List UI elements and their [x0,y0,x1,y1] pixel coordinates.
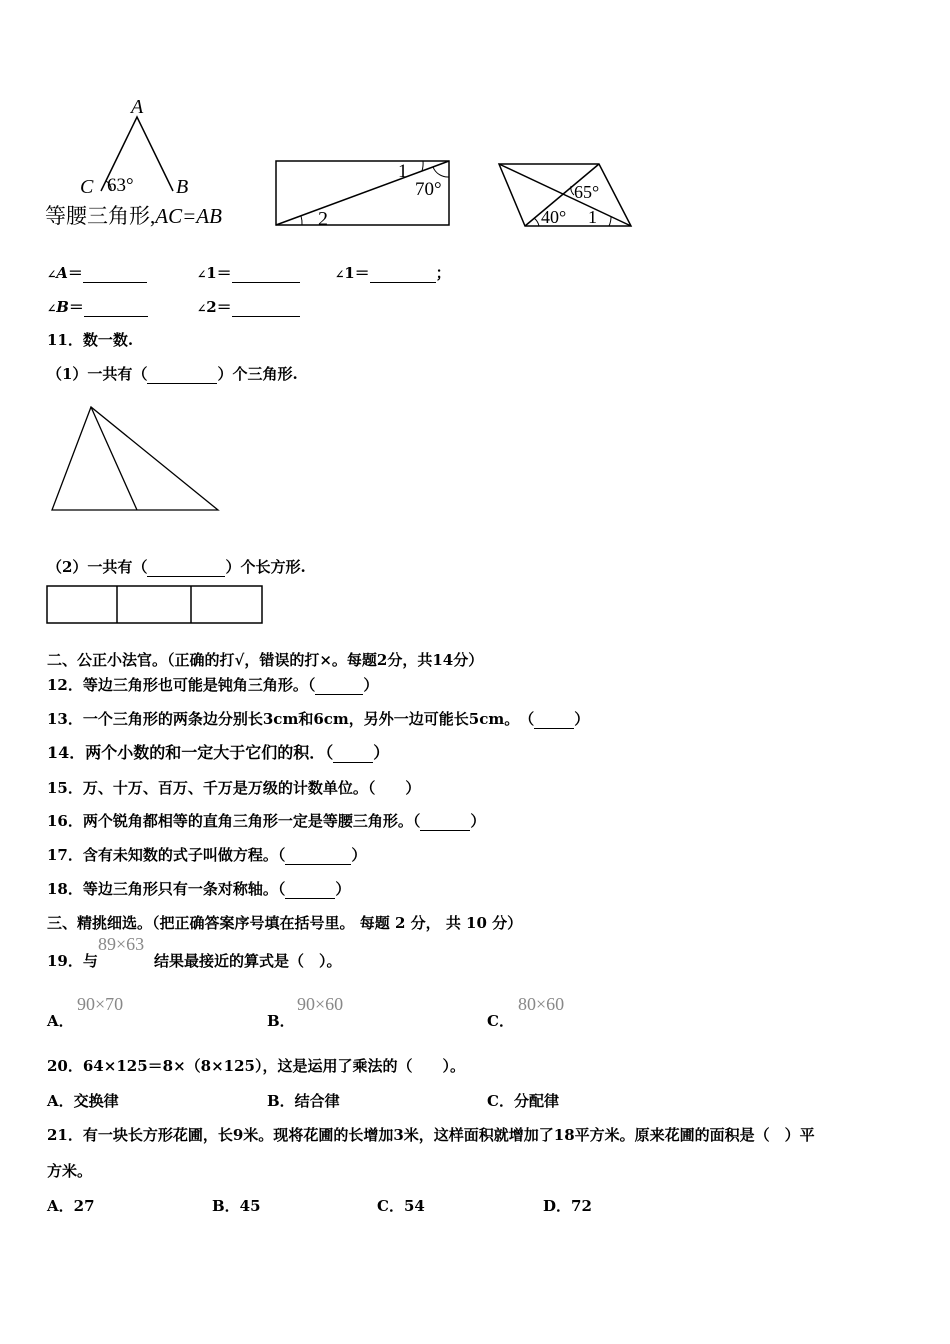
vertex-c-label: C [80,176,94,198]
angle-65-label: 65° [574,182,600,202]
triangle-caption-math: AC=AB [155,204,222,228]
q19-option-a-expr: 90×70 [77,994,124,1014]
q21-option-d[interactable]: D．72 [543,1197,592,1215]
answer-blank[interactable] [285,880,335,899]
q21-option-c[interactable]: C．54 [377,1197,425,1215]
rectangle-diagonal-figure [272,155,457,233]
q21-stem-line1: 21．有一块长方形花圃，长9米。现将花圃的长增加3米，这样面积就增加了18平方米。原来花圃的面积是（ ）平 [47,1126,815,1144]
q19-option-c-expr: 80×60 [518,994,565,1014]
angle-1-label: 1 [398,161,408,182]
q19-prefix: 19．与 [47,952,98,970]
answer-blank[interactable] [147,365,217,384]
answer-blank[interactable] [315,676,363,695]
q20-option-c[interactable]: C．分配律 [487,1092,559,1110]
q19-option-b-expr: 90×60 [297,994,344,1014]
answer-blank[interactable] [83,264,147,283]
triangle-caption [45,200,222,230]
q21-stem-line2: 方米。 [47,1162,93,1180]
angle-1-label: 1 [588,207,597,227]
q13: 13．一个三角形的两条边分别长3cm和6cm，另外一边可能长5cm。 （ ） [47,710,590,728]
q21-option-b[interactable]: B．45 [212,1197,261,1215]
isosceles-triangle-figure [75,95,195,205]
q20-option-a[interactable]: A．交换律 [47,1092,119,1110]
answer-angle-b: ∠B＝ [47,296,148,317]
outer-triangle [52,407,218,510]
answer-para-angle-1: ∠1＝ ； [335,264,451,282]
answer-rect-angle-2: ∠2＝ [197,296,300,317]
answer-angle-a: ∠A＝ [47,262,147,283]
vertex-a-label: A [131,96,144,118]
answer-blank[interactable] [420,812,470,831]
angle-1-arc [422,161,423,171]
answer-blank[interactable] [232,264,300,283]
angle-2-arc [301,216,302,225]
q11-part1: （1）一共有（ ）个三角形. [47,365,298,383]
q19-option-c-label[interactable]: C． [487,1012,514,1030]
q11-part2: （2）一共有（ ）个长方形. [47,558,306,576]
q15: 15．万、十万、百万、千万是万级的计数单位。（ ） [47,779,421,797]
q18: 18．等边三角形只有一条对称轴。（ ） [47,880,351,898]
q16: 16．两个锐角都相等的直角三角形一定是等腰三角形。（ ） [47,812,486,830]
angle-c-value: 63° [107,175,134,196]
q20-option-b[interactable]: B．结合律 [267,1092,340,1110]
answer-blank[interactable] [333,743,373,763]
answer-blank[interactable] [84,298,148,317]
angle-40-arc [534,218,539,226]
angle-70-arc [433,167,449,177]
inner-line [91,407,137,510]
vertex-b-label: B [176,176,189,198]
answer-blank[interactable] [534,710,574,729]
triangle-count-figure [45,400,225,515]
q21-option-a[interactable]: A．27 [47,1197,95,1215]
q17: 17．含有未知数的式子叫做方程。（ ） [47,846,367,864]
section3-title: 三、精挑细选。（把正确答案序号填在括号里。 每题 2 分， 共 10 分） [47,914,523,932]
parallelogram-figure [495,155,640,233]
triangle-caption-text: 等腰三角形, [45,204,156,228]
answer-blank[interactable] [147,558,225,577]
q19-suffix: 结果最接近的算式是（ ）。 [154,952,342,970]
answer-blank[interactable] [370,264,436,283]
q19-option-b-label[interactable]: B． [267,1012,295,1030]
q12: 12．等边三角形也可能是钝角三角形。（ ） [47,676,379,694]
q20-stem: 20．64×125＝8×（8×125），这是运用了乘法的（ ）。 [47,1057,465,1075]
rectangle-count-figure [45,584,265,626]
answer-blank[interactable] [285,846,351,865]
q19-option-a-label[interactable]: A． [47,1012,74,1030]
angle-2-label: 2 [318,208,328,230]
section2-title: 二、公正小法官。（正确的打√，错误的打×。每题2分，共14分） [47,651,484,669]
outer-rectangle [47,586,262,623]
angle-1-arc [609,216,611,226]
angle-40-label: 40° [541,207,567,227]
q11-title: 11．数一数. [47,331,134,349]
q19-expression: 89×63 [98,934,145,954]
q14: 14．两个小数的和一定大于它们的积．（ ） [47,743,390,762]
answer-blank[interactable] [232,298,300,317]
angle-70-label: 70° [415,179,442,200]
answer-rect-angle-1: ∠1＝ [197,262,300,283]
